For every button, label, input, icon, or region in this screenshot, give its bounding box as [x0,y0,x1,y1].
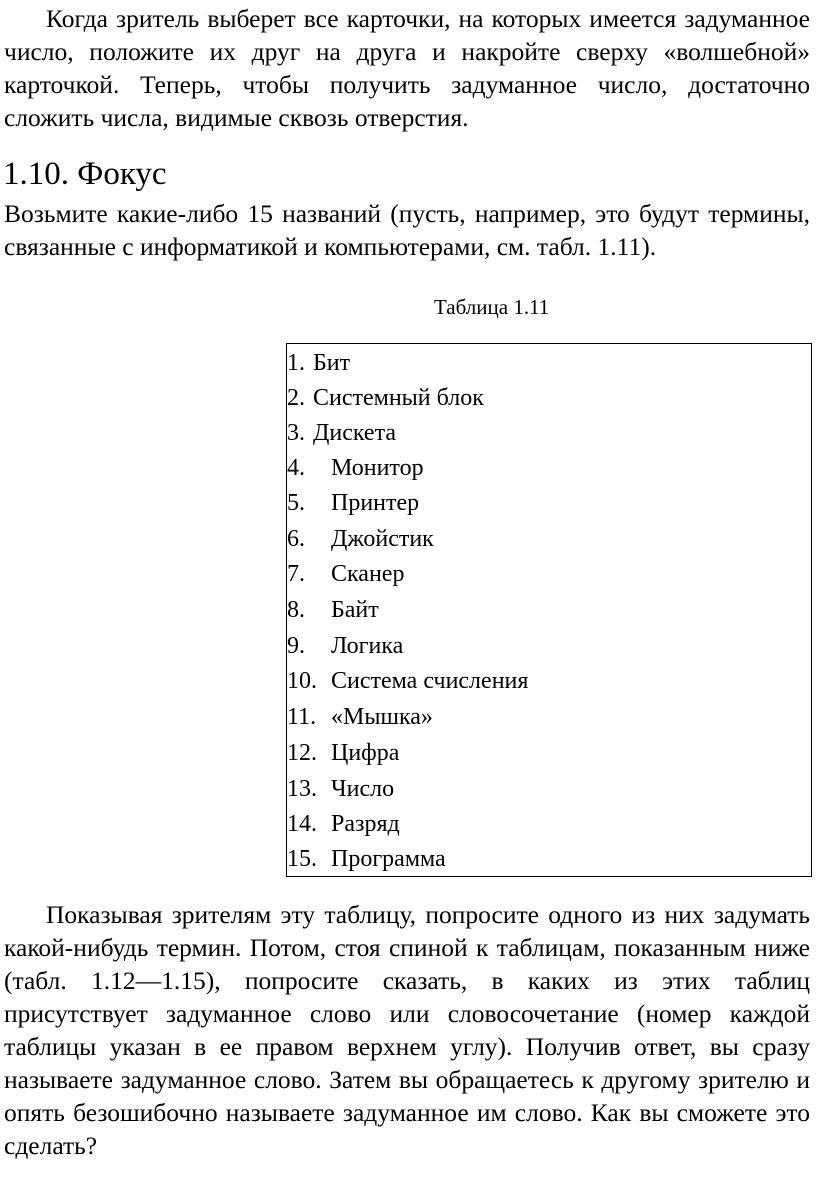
terms-table [286,343,812,877]
row-number: 12. [287,740,317,766]
row-term: Цифра [331,740,400,766]
row-number: 2. [287,385,305,411]
row-number: 11. [287,704,317,730]
row-term: Байт [331,597,379,623]
row-term: Системный блок [313,385,484,411]
row-term: Число [331,776,395,802]
row-number: 13. [287,776,317,802]
row-number: 7. [287,561,305,587]
row-number: 8. [287,597,305,623]
row-number: 6. [287,526,305,552]
table-caption: Таблица 1.11 [434,295,550,319]
row-term: Разряд [331,811,400,837]
row-number: 1. [287,350,305,376]
row-number: 3. [287,420,305,446]
row-term: Бит [313,350,351,376]
section-heading: 1.10. Фокус [3,156,167,192]
row-term: Джойстик [331,526,434,552]
row-term: Монитор [331,455,424,481]
row-number: 14. [287,811,317,837]
row-term: Сканер [331,561,405,587]
paragraph-instructions: Возьмите какие-либо 15 названий (пусть, например, это будут термины, связанные с информатикой и компьютерами, см. табл. 1.11). [4,199,810,261]
paragraph-trick: Показывая зрителям эту таблицу, попросите одного из них задумать какой-нибудь термин. Потом, стоя спиной к таблицам, показанным ниже (табл. 1.12—1.15), попросите сказать, в каких из этих таблиц присутствует задуманное слово или словосочетание (номер каждой таблицы указан в ее правом верхнем углу). Получив ответ, вы сразу называете задуманное слово. Затем вы обращаетесь к другому зрителю и опять безошибочно называете задуманное им слово. Как вы сможете это сделать? [4,900,810,1160]
row-number: 10. [287,668,317,694]
row-number: 15. [287,846,317,872]
row-number: 5. [287,490,305,516]
row-term: Система счисления [331,668,529,694]
row-number: 4. [287,455,305,481]
row-number: 9. [287,633,305,659]
row-term: Дискета [313,420,397,446]
paragraph-intro: Когда зритель выберет все карточки, на которых имеется задуманное число, положите их друг на друга и накройте сверху «волшебной» карточкой. Теперь, чтобы получить задуманное число, достаточно сложить числа, видимые сквозь отверстия. [4,4,810,132]
row-term: Логика [331,633,404,659]
row-term: Принтер [331,490,420,516]
row-term: «Мышка» [331,704,433,730]
row-term: Программа [331,846,446,872]
